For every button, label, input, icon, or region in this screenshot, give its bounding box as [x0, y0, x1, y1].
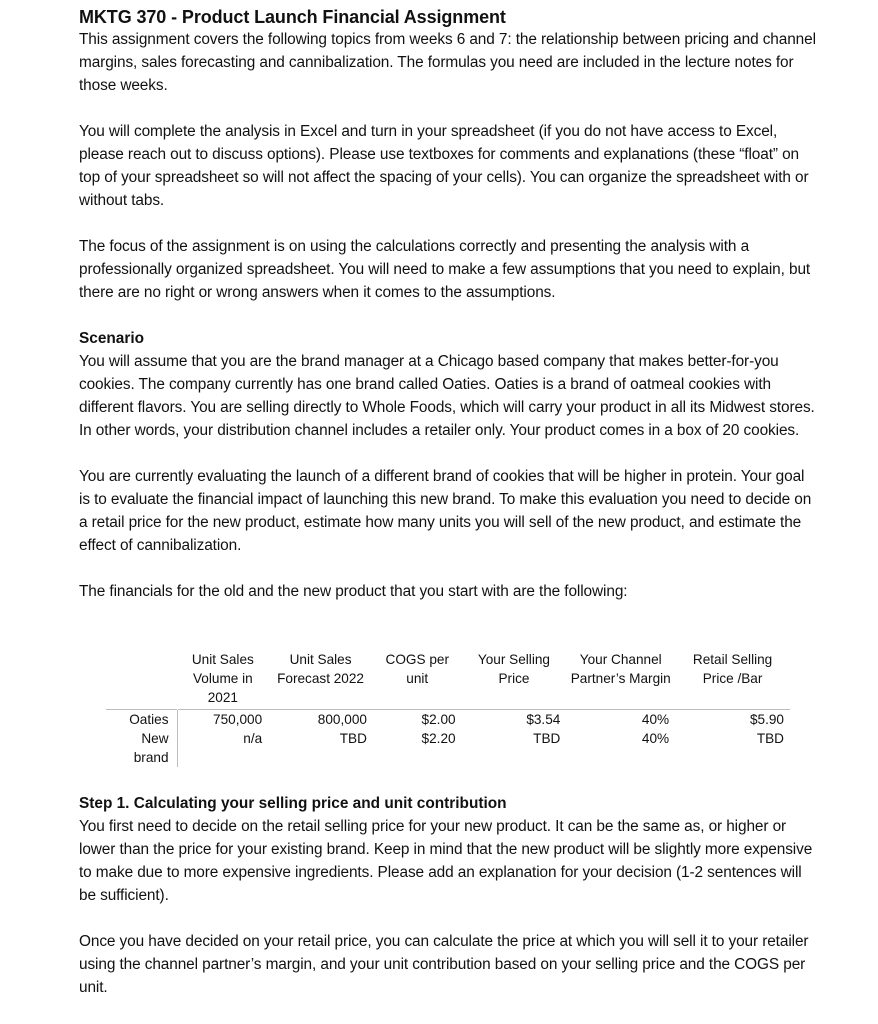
step1-section	[79, 792, 819, 999]
spacer	[79, 557, 819, 580]
step1-paragraph-1: You first need to decide on the retail selling price for your new product. It can be the same as, or higher or lower than the price for your existing brand. Keep in mind that the new product will be slightly more expensive to make due to more expensive ingredients. Please add an explanation for your decision (1-2 sentences will be sufficient).	[79, 818, 813, 904]
header-retail-price: Retail Selling Price /Bar	[692, 652, 773, 686]
intro-paragraph-3: The focus of the assignment is on using the calculations correctly and presenting the analysis with a professionally organized spreadsheet. You will need to make a few assumptions that you need to explain, but there are no right or wrong answers when it comes to the assumptions.	[79, 238, 811, 301]
header-unit-sales-2021: Unit Sales Volume in 2021	[191, 652, 254, 705]
scenario-paragraph-1: You will assume that you are the brand manager at a Chicago based company that makes better-for-you cookies. The company currently has one brand called Oaties. Oaties is a brand of oatmeal cookies with different flavors. You are selling directly to Whole Foods, which will carry your product in all its Midwest stores. In other words, your distribution channel includes a retailer only. Your product comes in a box of 20 cookies.	[79, 353, 815, 439]
step1-paragraph-2: Once you have decided on your retail price, you can calculate the price at which you will sell it to your retailer using the channel partner’s margin, and your unit contribution based on your selling price and the COGS per unit.	[79, 933, 809, 996]
spacer	[79, 442, 819, 465]
intro-paragraph-1: This assignment covers the following topics from weeks 6 and 7: the relationship between pricing and channel margins, sales forecasting and cannibalization. The formulas you need are included in the lecture notes for those weeks.	[79, 31, 816, 94]
step1-heading: Step 1. Calculating your selling price and unit contribution	[79, 795, 507, 812]
header-channel-margin: Your Channel Partner’s Margin	[570, 652, 671, 686]
scenario-heading: Scenario	[79, 330, 145, 347]
spacer	[79, 212, 819, 235]
spacer	[79, 304, 819, 327]
scenario-paragraph-3: The financials for the old and the new product that you start with are the following:	[79, 583, 628, 600]
spacer	[79, 907, 819, 930]
financials-table	[106, 650, 790, 767]
assignment-page	[79, 6, 819, 603]
table-row	[106, 710, 790, 730]
cell-selling-price: TBD	[533, 731, 561, 746]
cell-cogs: $2.00	[373, 710, 462, 730]
cell-retail-price: $5.90	[675, 710, 790, 730]
scenario-paragraph-2: You are currently evaluating the launch of a different brand of cookies that will be higher in protein. Your goal is to evaluate the financial impact of launching this new brand. To make this evaluation you need to decide on a retail price for the new product, estimate how many units you will sell of the new product, and estimate the effect of cannibalization.	[79, 468, 812, 554]
header-unit-sales-forecast: Unit Sales Forecast 2022	[277, 652, 364, 686]
cell-margin: 40%	[566, 710, 675, 730]
cell-forecast-2022: TBD	[339, 731, 367, 746]
cell-sales-2021: 750,000	[177, 710, 268, 730]
cell-margin: 40%	[641, 731, 670, 746]
table-corner-cell	[106, 650, 177, 710]
row-label: New brand	[106, 729, 177, 767]
row-label: Oaties	[106, 710, 177, 730]
header-cogs: COGS per unit	[385, 652, 449, 686]
intro-paragraph-2: You will complete the analysis in Excel and turn in your spreadsheet (if you do not have access to Excel, please reach out to discuss options). Please use textboxes for comments and explanations (these “float” on top of your spreadsheet so will not affect the spacing of your cells). You can organize the spreadsheet with or without tabs.	[79, 123, 809, 209]
table-row	[106, 729, 790, 767]
cell-retail-price: TBD	[756, 731, 784, 746]
table-header-row	[106, 650, 790, 710]
page-title: MKTG 370 - Product Launch Financial Assignment	[79, 7, 506, 27]
cell-forecast-2022: 800,000	[268, 710, 373, 730]
spacer	[79, 97, 819, 120]
cell-cogs: $2.20	[421, 731, 456, 746]
cell-selling-price: $3.54	[462, 710, 567, 730]
header-selling-price: Your Selling Price	[477, 652, 550, 686]
cell-sales-2021: n/a	[243, 731, 263, 746]
